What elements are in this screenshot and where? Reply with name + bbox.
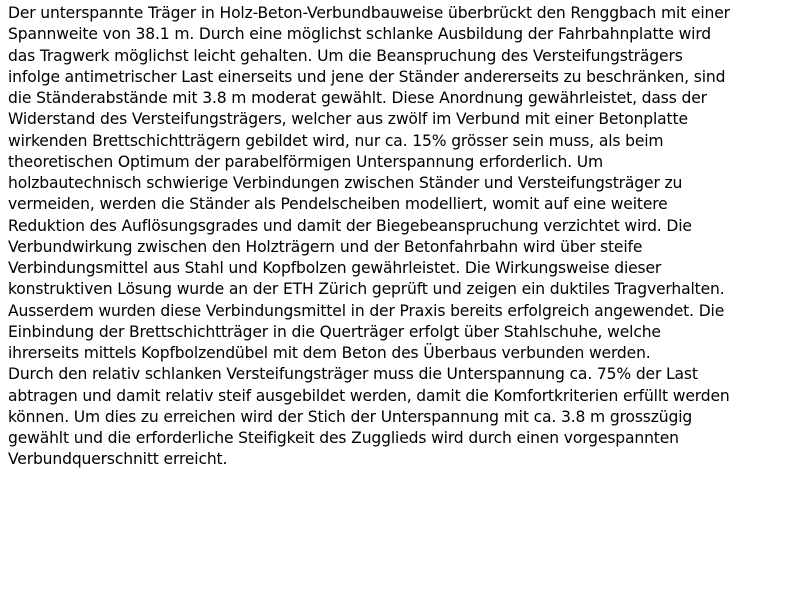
text-line: gewählt und die erforderliche Steifigkeit des Zugglieds wird durch einen vorgespannten [8, 429, 679, 447]
text-line: Reduktion des Auflösungsgrades und damit der Biegebeanspruchung verzichtet wird. Die [8, 216, 692, 235]
text-line: wirkenden Brettschichtträgern gebildet wird, nur ca. 15% grösser sein muss, als beim [8, 131, 664, 150]
text-line: vermeiden, werden die Ständer als Pendelscheiben modelliert, womit auf eine weitere [8, 195, 668, 214]
text-line: Widerstand des Versteifungsträgers, welcher aus zwölf im Verbund mit einer Betonplatte [8, 110, 688, 129]
text-line: theoretischen Optimum der parabelförmigen Unterspannung erforderlich. Um [8, 152, 604, 171]
text-line: Verbundquerschnitt erreicht. [8, 450, 228, 469]
text-line: ihrerseits mittels Kopfbolzendübel mit dem Beton des Überbaus verbunden werden. [8, 344, 651, 362]
text-line: holzbautechnisch schwierige Verbindungen zwischen Ständer und Versteifungsträger zu [8, 174, 683, 192]
text-line: Durch den relativ schlanken Versteifungsträger muss die Unterspannung ca. 75% der Last [8, 365, 698, 384]
text-line: Der unterspannte Träger in Holz-Beton-Verbundbauweise überbrückt den Renggbach mit einer [8, 4, 730, 22]
text-line: Einbindung der Brettschichtträger in die Querträger erfolgt über Stahlschuhe, welche [8, 322, 661, 341]
document-body [8, 3, 798, 471]
text-line: die Ständerabstände mit 3.8 m moderat gewählt. Diese Anordnung gewährleistet, dass der [8, 89, 707, 107]
text-line: infolge antimetrischer Last einerseits und jene der Ständer andererseits zu beschränken, sind [8, 67, 726, 86]
text-line: können. Um dies zu erreichen wird der Stich der Unterspannung mit ca. 3.8 m grosszügig [8, 407, 693, 426]
text-line: Verbundwirkung zwischen den Holzträgern und der Betonfahrbahn wird über steife [8, 237, 643, 256]
text-line: Ausserdem wurden diese Verbindungsmittel in der Praxis bereits erfolgreich angewendet. Die [8, 301, 725, 320]
text-line: abtragen und damit relativ steif ausgebildet werden, damit die Komfortkriterien erfüllt werden [8, 386, 730, 405]
text-line: das Tragwerk möglichst leicht gehalten. Um die Beanspruchung des Versteifungsträgers [8, 46, 683, 65]
text-line: Spannweite von 38.1 m. Durch eine möglichst schlanke Ausbildung der Fahrbahnplatte wird [8, 25, 712, 44]
text-line: konstruktiven Lösung wurde an der ETH Zürich geprüft und zeigen ein duktiles Tragverhalten. [8, 280, 725, 299]
text-line: Verbindungsmittel aus Stahl und Kopfbolzen gewährleistet. Die Wirkungsweise dieser [8, 259, 662, 277]
